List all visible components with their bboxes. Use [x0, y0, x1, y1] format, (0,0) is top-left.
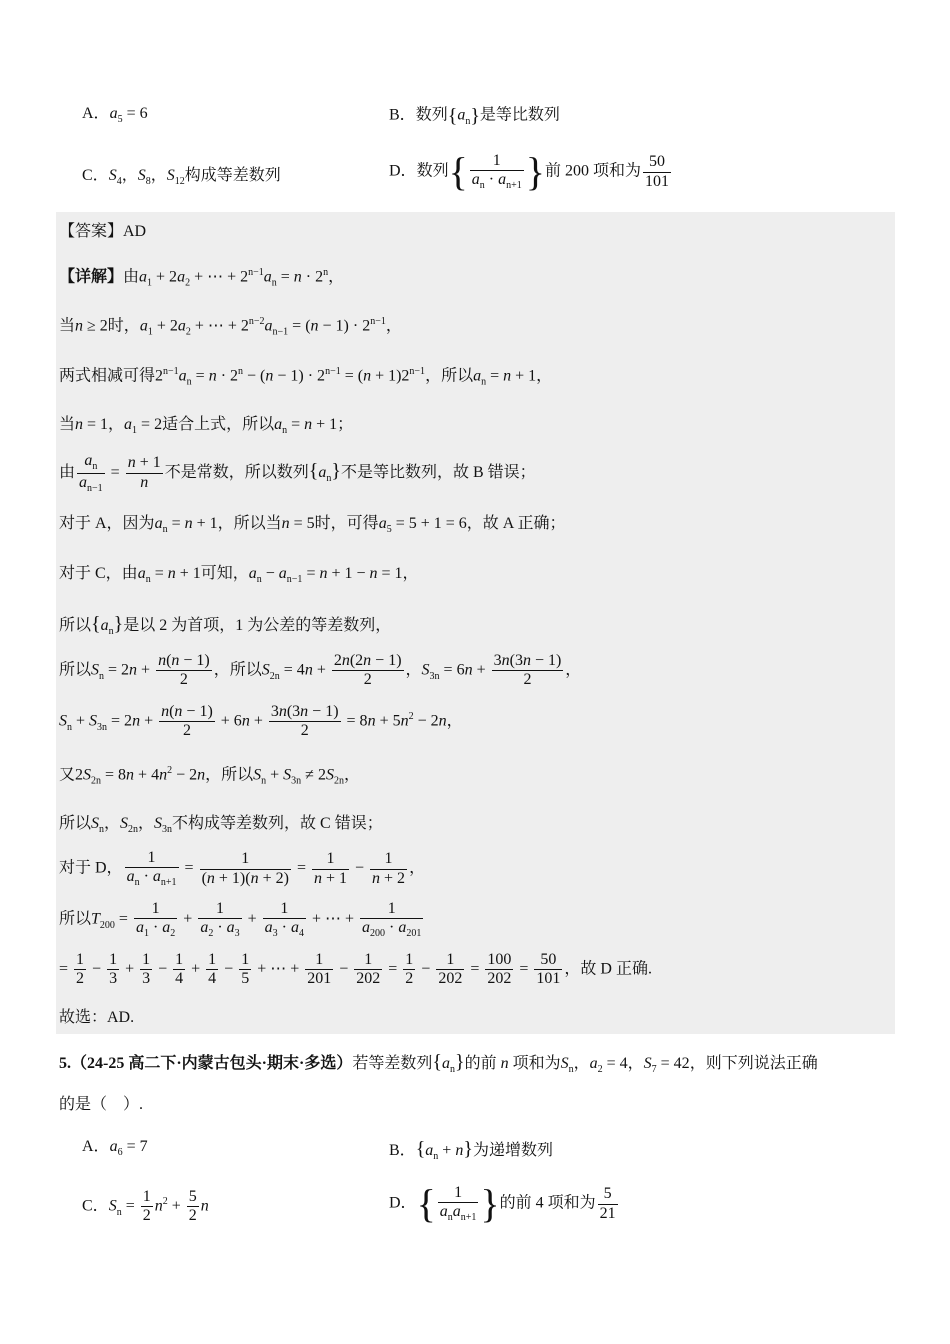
detail-line-8: 所以$\{a_n\}$是以 2 为首项，1 为公差的等差数列， [59, 613, 392, 638]
option-b: B．数列$\{a_n\}$是等比数列 [389, 105, 560, 127]
detail-line-1: 【详解】由$a_1 + 2a_2$ + ⋯ + $2^{n-1}a_n = n \cdot 2^n$， [59, 267, 345, 289]
option-c: C．$S_4$，$S_8$，$S_{12}$构成等差数列 [82, 167, 281, 188]
q5-stem: 5.（24-25 高二下·内蒙古包头·期末·多选）若等差数列$\{a_n\}$的前 n 项和为$S_n$，$a_2 = 4$，$S_7 = 42$，则下列说法正确 [59, 1051, 818, 1076]
detail-line-6: 对于 A，因为$a_n = n + 1$，所以当n = 5时，可得$a_5 = 5 + 1 = 6$，故 A 正确； [59, 515, 566, 536]
detail-line-11: 又$2S_{2n} = 8n + 4n^2 - 2n$，所以$S_n + S_{3n} \ne 2S_{2n}$， [59, 765, 360, 787]
detail-line-9: 所以$S_n = 2n$ + $\frac{n(n - 1)}{2}$ ，所以$S_{2n} = 4n$ + $\frac{2n(2n - 1)}{2}$ ，$S_{3n} = 6n$ + $\frac{3n(3n - 1)}{2}$ ， [59, 652, 582, 689]
detail-line-3: 两式相减可得$2^{n-1}a_n = n \cdot 2^n - (n - 1) \cdot 2^{n-1} = (n + 1)2^{n-1}$，所以$a_n = n + 1$， [59, 366, 553, 388]
detail-line-10: $S_n + S_{3n} = 2n$ + $\frac{n(n - 1)}{2}$ + 6n + $\frac{3n(3n - 1)}{2}$ = $8n + 5n^2 - 2n$， [59, 703, 463, 740]
q5-option-c: C．$S_n$ = $\frac{1}{2}$ $n^2$ + $\frac{5}{2}$ n [82, 1188, 209, 1225]
q5-option-d: D．{ $\frac{1}{a_na_{n+1}}$ }的前 4 项和为 $\frac{5}{21}$ [389, 1181, 616, 1227]
detail-line-14: 所以$T_{200}$ = $\frac{1}{a_1 \cdot a_2}$ + $\frac{1}{a_2 \cdot a_3}$ + $\frac{1}{a_3 \cdot a_4}$ + ⋯ + $\frac{1}{a_{200} \cdot a_{201}}$ [59, 900, 422, 940]
answer-title: 【答案】AD [59, 223, 147, 240]
detail-line-2: 当n ≥ 2时，$a_1 + 2a_2$ + ⋯ + $2^{n-2}a_{n-1} = (n - 1) \cdot 2^{n-1}$， [59, 316, 402, 338]
detail-line-7: 对于 C，由$a_n = n + 1$可知，$a_n - a_{n-1} = n + 1 - n = 1$， [59, 565, 419, 586]
detail-line-12: 所以$S_n$，$S_{2n}$，$S_{3n}$不构成等差数列，故 C 错误； [59, 815, 383, 836]
option-d: D．数列{ $\frac{1}{a_n \cdot a_{n+1}}$ }前 200 项和为 $\frac{50}{101}$ [389, 149, 669, 195]
q5-option-b: B．$\{a_n + n\}$为递增数列 [389, 1138, 553, 1163]
q5-stem-line2: 的是（ ）. [59, 1096, 144, 1113]
detail-line-15: = $\frac{1}{2}$ − $\frac{1}{3}$ + $\frac{1}{3}$ − $\frac{1}{4}$ + $\frac{1}{4}$ − $\frac{1}{5}$ + ⋯ + $\frac{1}{201}$ − $\frac{1}{202}$ = $\frac{1}{2}$ − $\frac{1}{202}$ = $\frac{100}{202}$ = $\frac{50}{101}$ ，故 D 正确. [59, 951, 652, 988]
detail-line-13: 对于 D， $\frac{1}{a_n \cdot a_{n+1}}$ = $\frac{1}{(n + 1)(n + 2)}$ = $\frac{1}{n + 1}$ − $\frac{1}{n + 2}$ ， [59, 849, 426, 889]
detail-line-4: 当n = 1，$a_1 = 2$适合上式，所以$a_n = n + 1$； [59, 416, 354, 437]
q5-option-a: A．$a_6 = 7$ [82, 1138, 148, 1159]
detail-line-5: 由 $\frac{a_n}{a_{n-1}}$ = $\frac{n + 1}{n}$ 不是常数，所以数列$\{a_n\}$不是等比数列，故 B 错误； [59, 452, 536, 494]
final-answer: 故选：AD. [59, 1009, 135, 1026]
option-a: A．$a_5 = 6$ [82, 105, 148, 126]
